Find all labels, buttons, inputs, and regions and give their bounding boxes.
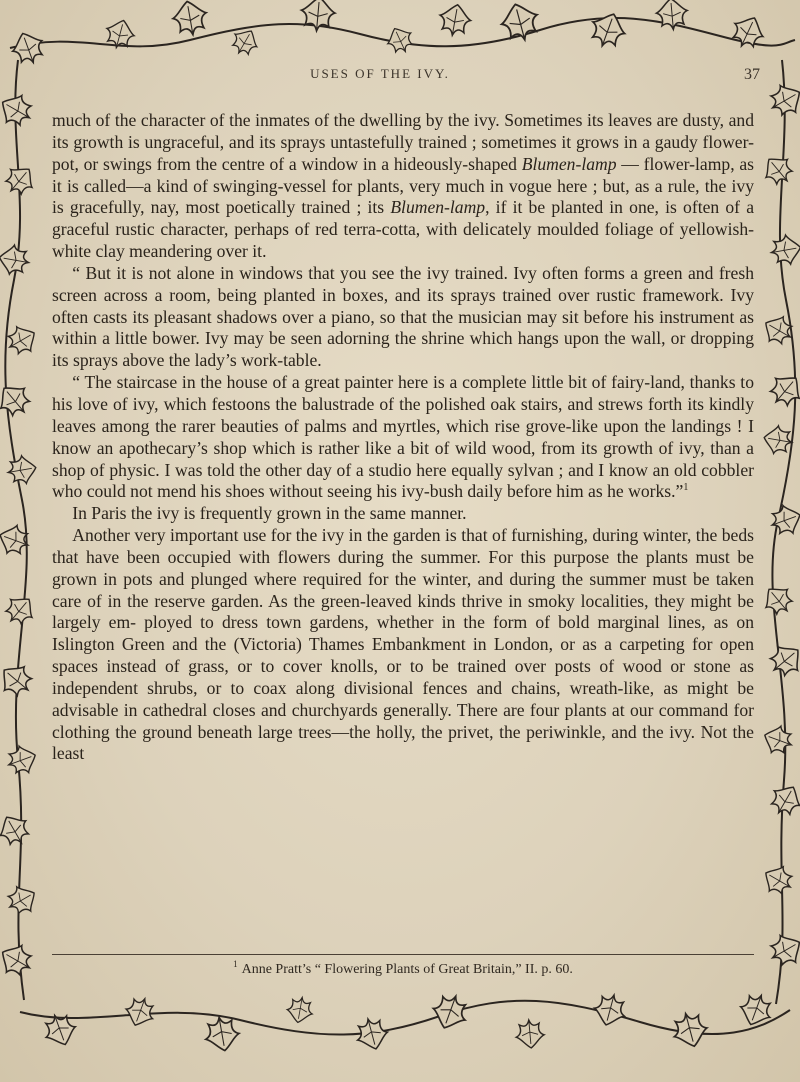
running-head (0, 66, 760, 88)
paragraph-text: Another very important use for the ivy in the garden is that of furnishing, during winter, the beds that have been occupied with flowers during the summer. For this purpose the plants must be grown in pots and plunged where required for the winter, and during the summer must be taken care of in the reserve garden. As the green-leaved kinds thrive in smoky localities, they might be largely em- ployed to dress town gardens, whether in the form of bold marginal lines, as on Islington Green and the (Victoria) Thames Embankment in London, or as a carpeting for open spaces instead of grass, or to cover knolls, or to be trained over posts of wood or stone as independent shrubs, or to coax along divisional fences and chains, wreath-like, as might be advisable in cathedral closes and churchyards generally. There are four plants at our command for clothing the ground beneath large trees—the holly, the privet, the periwinkle, and the ivy. Not the least (52, 525, 754, 764)
paragraph-text: much of the character of the inmates of the dwelling by the ivy. Sometimes its leaves are dusty, and its growth is ungraceful, and its sprays untastefully trained ; sometimes it grows in a gaudy flower-pot, or swings from the centre of a window in a hideously-shaped (52, 110, 754, 174)
page-number: 37 (744, 66, 760, 83)
footnote-divider (52, 954, 754, 955)
italic-term: Blumen-lamp (390, 197, 486, 218)
paragraph-text: “ The staircase in the house of a great painter here is a complete little bit of fairy-land, thanks to his love of ivy, which festoons the balustrade of the polished oak stairs, and strews forth its kindly leaves among the rarer beauties of palms and myrtles, which rise grove-like upon the landings ! I know an apothecary’s shop which is rather like a bit of wild wood, from its growth of ivy, than a shop of physic. I was told the other day of a studio here equally sylvan ; and I know an old cobbler who could not mend his shoes without seeing his ivy-bush daily before him as he works.” (52, 372, 754, 502)
paragraph (52, 263, 754, 372)
footnote (52, 959, 754, 978)
paragraph (52, 372, 754, 503)
body-text (52, 110, 754, 765)
paragraph (52, 110, 754, 263)
footnote-mark: 1 (233, 959, 238, 970)
paragraph (52, 525, 754, 765)
running-title: USES OF THE IVY. (310, 66, 450, 81)
footnote-reference[interactable]: 1 (683, 482, 689, 494)
paragraph-text: “ But it is not alone in windows that you see the ivy trained. Ivy often forms a green and fresh screen across a room, being planted in boxes, and its sprays trained over rustic framework. Ivy often casts its pleasant shadows over a piano, so that the musician may sit before his instrument as within a little bower. Ivy may be seen adorning the shrine which hangs upon the wall, or dropping its sprays above the lady’s work-table. (52, 262, 754, 371)
paragraph-text: , if it be planted in one, is often of a graceful rustic character, perhaps of red terra-cotta, with delicately moulded foliage of yellowish-white clay meandering over it. (52, 197, 755, 262)
footnote-text: Anne Pratt’s “ Flowering Plants of Great Britain,” II. p. 60. (241, 962, 573, 977)
paragraph-text: In Paris the ivy is frequently grown in the same manner. (72, 503, 467, 524)
paragraph-text: — flower-lamp, as it is called—a kind of swinging-vessel for plants, very much in vogue here ; but, as a rule, the ivy is gracefully, nay, most poetically trained ; its (52, 153, 754, 218)
paragraph (52, 503, 754, 525)
italic-term: Blumen-lamp (521, 153, 617, 174)
